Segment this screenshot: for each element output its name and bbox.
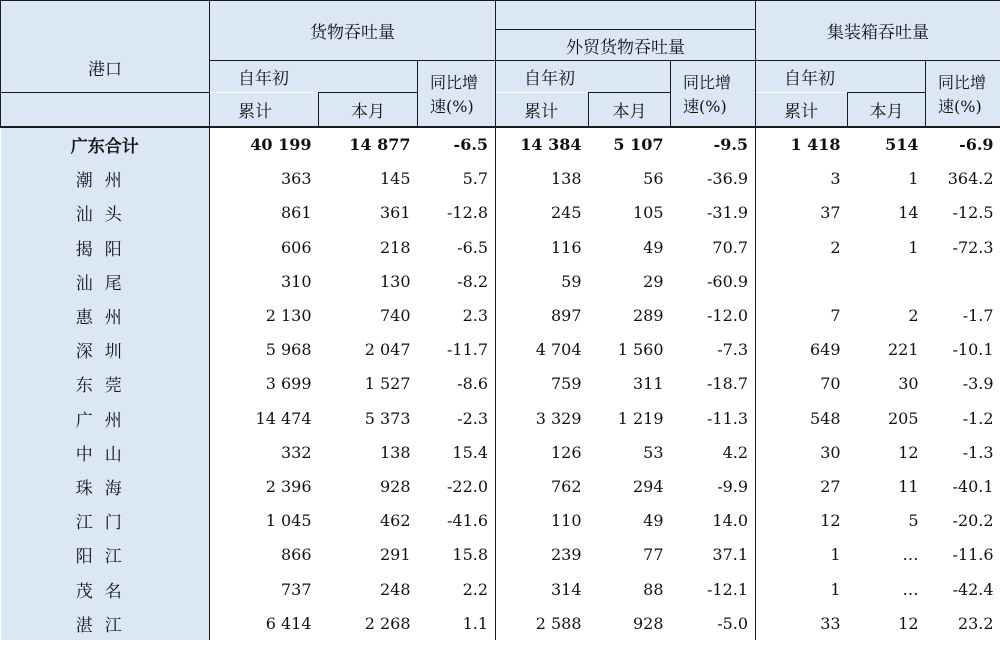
value-cell-f2: 1 560 (617, 340, 664, 360)
value-cell-f1: 239 (550, 545, 582, 565)
value-cell-f2: 53 (643, 442, 664, 462)
cargo-month-header: 本月 (319, 93, 418, 127)
value-cell-k2: 14 (898, 203, 919, 223)
value-cell-c2: 2 268 (364, 613, 411, 633)
table-body (1, 127, 1000, 641)
value-cell-f3: -7.3 (671, 333, 756, 367)
value-cell-c3: -2.3 (418, 401, 496, 435)
table-row (1, 264, 1000, 298)
value-cell-k1: 33 (820, 613, 841, 633)
value-cell-k2: 2 (908, 306, 919, 326)
cargo-yoy-header: 同比增 速(%) (418, 61, 496, 127)
container-cumulative-header: 累计 (756, 93, 848, 127)
table-row (1, 504, 1000, 538)
table-row (1, 298, 1000, 332)
value-cell-f1: 126 (550, 442, 582, 462)
value-cell-k1: 2 (830, 237, 841, 257)
value-cell-c3: -12.8 (418, 196, 496, 230)
value-cell-k2: 12 (898, 442, 919, 462)
value-cell-c1: 3 699 (265, 374, 312, 394)
port-name-cell: 深圳 (1, 333, 210, 367)
value-cell-c2: 130 (379, 271, 411, 291)
port-name-cell: 揭阳 (1, 230, 210, 264)
value-cell-c3: 1.1 (418, 606, 496, 640)
value-cell-c2: 928 (379, 476, 411, 496)
value-cell-c1: 861 (280, 203, 312, 223)
value-cell-c2: 248 (379, 579, 411, 599)
value-cell-k1: 649 (810, 340, 841, 360)
port-name-cell: 阳江 (1, 538, 210, 572)
value-cell-k2: 1 (908, 237, 919, 257)
value-cell-f3: 14.0 (671, 504, 756, 538)
table-row (1, 572, 1000, 606)
value-cell-k1: 548 (810, 408, 841, 428)
value-cell-k1: 3 (830, 169, 841, 189)
value-cell-c1: 737 (280, 579, 312, 599)
value-cell-c1: 2 130 (265, 306, 312, 326)
value-cell-f1: 116 (550, 237, 582, 257)
value-cell-k1: 30 (820, 442, 841, 462)
value-cell-c1: 1 045 (265, 511, 312, 531)
port-name-cell: 中山 (1, 435, 210, 469)
value-cell-k1: 12 (820, 511, 841, 531)
value-cell-c2: 740 (379, 306, 411, 326)
value-cell-f2: 88 (643, 579, 664, 599)
value-cell-k3: -3.9 (962, 374, 994, 394)
table-row (1, 435, 1000, 469)
foreign-yoy-header: 同比增 速(%) (671, 61, 756, 127)
port-name-cell: 江门 (1, 504, 210, 538)
value-cell-k2: … (902, 579, 919, 599)
value-cell-k3: -1.2 (962, 408, 994, 428)
port-name-cell: 汕尾 (1, 264, 210, 298)
foreign-trade-cargo-header: 外贸货物吞吐量 (496, 30, 756, 61)
value-cell-f1: 110 (550, 511, 582, 531)
value-cell-k2: 221 (888, 340, 919, 360)
value-cell-f3: -18.7 (671, 367, 756, 401)
value-cell-k1 (756, 264, 848, 298)
value-cell-k3: 23.2 (957, 613, 994, 633)
value-cell-k2: 30 (898, 374, 919, 394)
value-cell-c3: -8.6 (418, 367, 496, 401)
value-cell-c1: 5 968 (265, 340, 312, 360)
port-name-cell: 东莞 (1, 367, 210, 401)
table-row (1, 196, 1000, 230)
value-cell-f2: 289 (632, 306, 664, 326)
total-row (1, 127, 1000, 162)
value-cell-c3: -22.0 (418, 469, 496, 503)
value-cell-c1: 606 (280, 237, 312, 257)
value-cell-k2 (848, 264, 926, 298)
value-cell-f2: 105 (632, 203, 664, 223)
value-cell-c3: -6.5 (418, 127, 496, 162)
value-cell-k2: 205 (888, 408, 919, 428)
port-name-cell: 广东合计 (1, 127, 210, 162)
value-cell-k2: 1 (908, 169, 919, 189)
value-cell-k2: 5 (908, 511, 919, 531)
value-cell-f2: 29 (643, 271, 664, 291)
value-cell-f1: 4 704 (535, 340, 582, 360)
value-cell-f3: -31.9 (671, 196, 756, 230)
value-cell-f3: 70.7 (671, 230, 756, 264)
port-name-cell: 惠州 (1, 298, 210, 332)
value-cell-f2: 294 (632, 476, 664, 496)
value-cell-c1: 866 (280, 545, 312, 565)
value-cell-k1: 1 (830, 579, 841, 599)
value-cell-f1: 245 (550, 203, 582, 223)
table-row (1, 538, 1000, 572)
value-cell-c1: 14 474 (255, 408, 312, 428)
value-cell-c2: 138 (379, 442, 411, 462)
foreign-month-header: 本月 (589, 93, 671, 127)
value-cell-f1: 759 (550, 374, 582, 394)
value-cell-c1: 6 414 (265, 613, 312, 633)
value-cell-f2: 1 219 (617, 408, 664, 428)
value-cell-f1: 762 (550, 476, 582, 496)
port-name-cell: 广州 (1, 401, 210, 435)
value-cell-k3: 364.2 (947, 169, 994, 189)
value-cell-c2: 218 (379, 237, 411, 257)
value-cell-k3: -72.3 (952, 237, 994, 257)
value-cell-c3: -6.5 (418, 230, 496, 264)
port-name-cell: 珠海 (1, 469, 210, 503)
value-cell-c3: -11.7 (418, 333, 496, 367)
cargo-cumulative-header: 累计 (210, 93, 319, 127)
value-cell-f1: 138 (550, 169, 582, 189)
value-cell-c1: 2 396 (265, 476, 312, 496)
value-cell-k3: -1.7 (962, 306, 994, 326)
value-cell-k3: -20.2 (952, 511, 994, 531)
value-cell-k1: 70 (820, 374, 841, 394)
value-cell-f1: 14 384 (496, 127, 589, 162)
value-cell-f3: -11.3 (671, 401, 756, 435)
foreign-ytd-label: 自年初 (496, 61, 671, 93)
container-ytd-label: 自年初 (756, 61, 926, 93)
value-cell-c1: 40 199 (210, 127, 319, 162)
value-cell-k1: 1 418 (756, 127, 848, 162)
value-cell-f1: 897 (550, 306, 582, 326)
cargo-throughput-header: 货物吞吐量 (210, 1, 496, 61)
table-row (1, 367, 1000, 401)
value-cell-k3: -1.3 (962, 442, 994, 462)
foreign-cumulative-header: 累计 (496, 93, 589, 127)
value-cell-f2: 49 (643, 511, 664, 531)
value-cell-f3: -36.9 (671, 162, 756, 196)
value-cell-f1: 59 (561, 271, 582, 291)
value-cell-k1: 27 (820, 476, 841, 496)
value-cell-c3: -8.2 (418, 264, 496, 298)
value-cell-c1: 332 (280, 442, 312, 462)
table-row (1, 401, 1000, 435)
value-cell-k3: -42.4 (952, 579, 994, 599)
value-cell-f3: -12.1 (671, 572, 756, 606)
value-cell-k3: -10.1 (952, 340, 994, 360)
value-cell-c3: -41.6 (418, 504, 496, 538)
value-cell-c3: 15.8 (418, 538, 496, 572)
container-yoy-header: 同比增 速(%) (926, 61, 1000, 127)
value-cell-f2: 928 (632, 613, 664, 633)
value-cell-c2: 145 (379, 169, 411, 189)
value-cell-k2: 11 (898, 476, 919, 496)
port-name-cell: 汕头 (1, 196, 210, 230)
value-cell-f1: 2 588 (535, 613, 582, 633)
value-cell-c2: 1 527 (364, 374, 411, 394)
value-cell-f2: 77 (643, 545, 664, 565)
value-cell-f3: -5.0 (671, 606, 756, 640)
value-cell-f3: -9.5 (671, 127, 756, 162)
port-name-cell: 湛江 (1, 606, 210, 640)
value-cell-c2: 462 (379, 511, 411, 531)
value-cell-f1: 3 329 (535, 408, 582, 428)
container-month-header: 本月 (848, 93, 926, 127)
value-cell-c2: 291 (379, 545, 411, 565)
port-name-cell: 潮州 (1, 162, 210, 196)
value-cell-k2: … (902, 545, 919, 565)
table-row (1, 230, 1000, 264)
value-cell-c3: 5.7 (418, 162, 496, 196)
value-cell-c3: 15.4 (418, 435, 496, 469)
value-cell-f2: 5 107 (589, 127, 671, 162)
value-cell-c2: 14 877 (319, 127, 418, 162)
value-cell-f3: -12.0 (671, 298, 756, 332)
port-column-header: 港口 (1, 1, 210, 93)
table-row (1, 162, 1000, 196)
table-row (1, 333, 1000, 367)
value-cell-c2: 5 373 (364, 408, 411, 428)
value-cell-f2: 311 (632, 374, 664, 394)
value-cell-f3: 37.1 (671, 538, 756, 572)
value-cell-k3: -40.1 (952, 476, 994, 496)
table-row (1, 469, 1000, 503)
value-cell-f3: -60.9 (671, 264, 756, 298)
value-cell-f1: 314 (550, 579, 582, 599)
port-name-cell: 茂名 (1, 572, 210, 606)
value-cell-k1: 7 (830, 306, 841, 326)
value-cell-k1: 1 (830, 545, 841, 565)
value-cell-k2: 514 (848, 127, 926, 162)
value-cell-c1: 310 (280, 271, 312, 291)
value-cell-c2: 2 047 (364, 340, 411, 360)
value-cell-k3: -12.5 (952, 203, 994, 223)
value-cell-k1: 37 (820, 203, 841, 223)
table-row (1, 606, 1000, 640)
cargo-ytd-label: 自年初 (210, 61, 418, 93)
value-cell-f2: 56 (643, 169, 664, 189)
value-cell-k3 (926, 264, 1000, 298)
value-cell-c1: 363 (280, 169, 312, 189)
value-cell-k3: -11.6 (952, 545, 994, 565)
value-cell-f3: -9.9 (671, 469, 756, 503)
value-cell-f3: 4.2 (671, 435, 756, 469)
value-cell-c3: 2.2 (418, 572, 496, 606)
value-cell-f2: 49 (643, 237, 664, 257)
value-cell-k2: 12 (898, 613, 919, 633)
value-cell-k3: -6.9 (926, 127, 1000, 162)
value-cell-c3: 2.3 (418, 298, 496, 332)
value-cell-c2: 361 (379, 203, 411, 223)
container-throughput-header: 集装箱吞吐量 (756, 1, 1000, 61)
